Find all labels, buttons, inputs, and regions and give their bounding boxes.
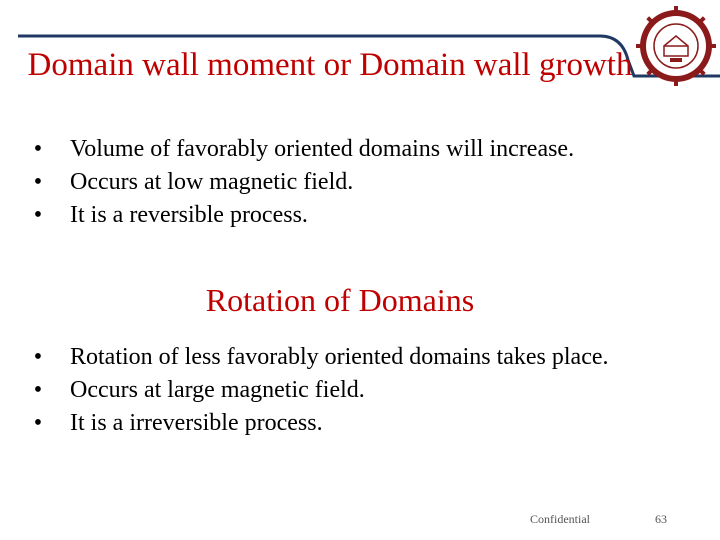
list-item (28, 342, 670, 373)
university-logo-icon (636, 6, 716, 86)
bullet-list-rotation (28, 342, 670, 441)
bullet-icon: • (33, 410, 43, 436)
bullet-icon: • (33, 202, 43, 228)
bullet-icon: • (33, 136, 43, 162)
list-item (28, 134, 678, 165)
list-item-text: It is a irreversible process. (70, 410, 323, 436)
bullet-icon: • (33, 377, 43, 403)
footer-confidential: Confidential (530, 512, 590, 526)
section-heading: Rotation of Domains (205, 282, 475, 318)
list-item-text: It is a reversible process. (70, 202, 308, 228)
bullet-icon: • (33, 169, 43, 195)
list-item (28, 375, 670, 406)
slide-title: Domain wall moment or Domain wall growth (27, 47, 633, 83)
bullet-icon: • (33, 344, 43, 370)
bullet-list-domain-wall (28, 134, 678, 233)
list-item (28, 200, 678, 231)
list-item (28, 167, 678, 198)
list-item-text: Occurs at large magnetic field. (70, 377, 365, 403)
list-item-text: Volume of favorably oriented domains will increase. (70, 136, 575, 162)
list-item (28, 408, 670, 439)
list-item-text: Occurs at low magnetic field. (70, 169, 354, 195)
page-number: 63 (655, 512, 667, 526)
list-item-text: Rotation of less favorably oriented domains takes place. (70, 344, 609, 370)
